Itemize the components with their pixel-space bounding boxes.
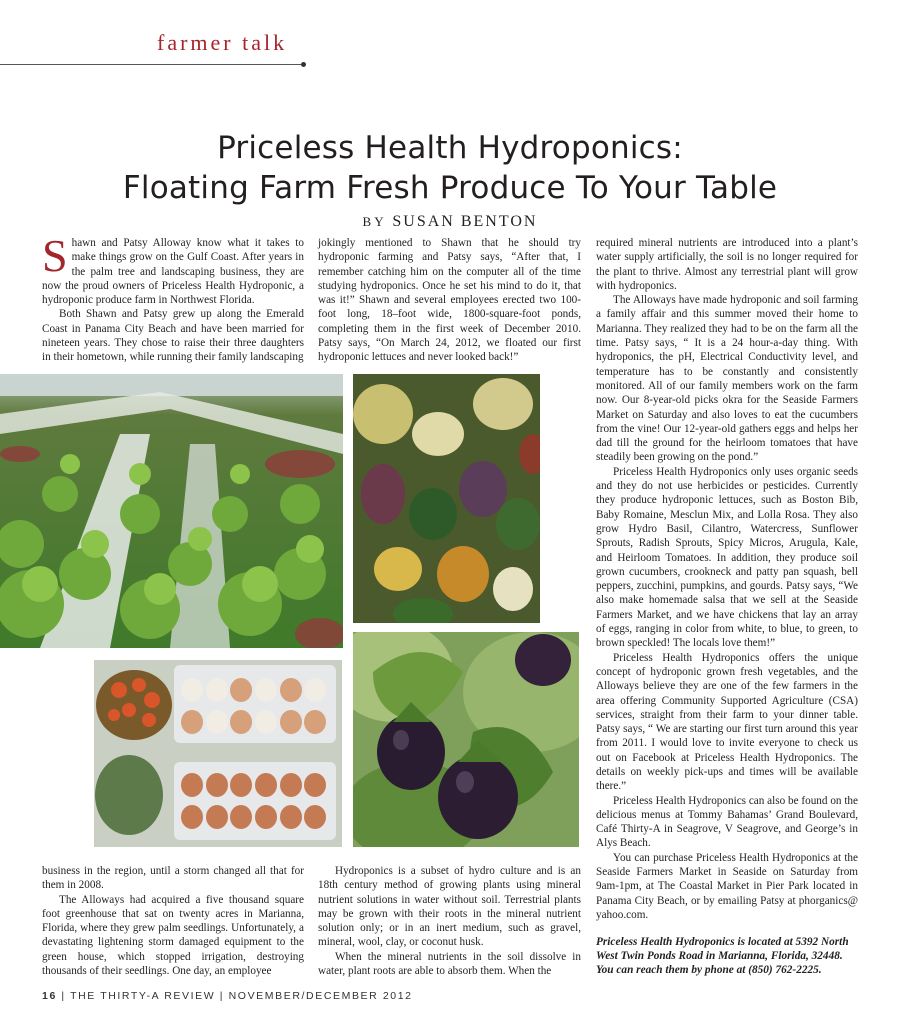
paragraph: The Alloways had acquired a five thousand square foot greenhouse that sat on twenty acres in Marianna, Florida, where they grew palm seedlings. Unfortunately, a devastating lightening storm damaged equipment to the green house, which stopped irrigation, destroying thousands of their seedlings. One day, an employee bbox=[42, 893, 304, 978]
column-2-bottom bbox=[318, 864, 581, 978]
paragraph: Priceless Health Hydroponics offers the unique concept of hydroponic grown fresh vegetables, and the Alloways believe they are one of the few farmers in the area offering Community Supported Agriculture (CSA) services, straight from their farm to your dinner table. Patsy says, “ We are starting our first turn around this year from 2011. I would love to invite everyone to check us out on Facebook at Priceless Health Hydroponics. The details on weekly pick-ups and times will be available there.” bbox=[596, 651, 858, 793]
issue-date: NOVEMBER/DECEMBER 2012 bbox=[228, 990, 413, 1002]
byline bbox=[0, 213, 900, 231]
column-1-bottom bbox=[42, 864, 304, 978]
column-1-top bbox=[42, 230, 304, 365]
paragraph: Priceless Health Hydroponics only uses organic seeds and they do not use herbicides or pesticides. Currently they produce hydroponic lettuces, such as Boston Bib, Baby Romaine, Mesclun Mix, and Lolla Rosa. They also grow Hydro Basil, Cilantro, Watercress, Sunflower Sprouts, Radish Sprouts, Spicy Micros, Arugula, Kale, and Heirloom Tomatoes. In addition, they produce soil grown cucumbers, crookneck and patty pan squash, bell peppers, zucchini, pumpkins, and gourds. Patsy says, “We also make homemade salsa that we sell at the Seaside Farmers Market, and we have chickens that lay an array of eggs, ranging in color from white, to blue, to green, to brown speckled! The locals love them!” bbox=[596, 465, 858, 650]
paragraph: Both Shawn and Patsy grew up along the Emerald Coast in Panama City Beach and have been married for nineteen years. They chose to raise their three daughters in their hometown, while running their family landscaping bbox=[42, 308, 304, 364]
page-number: 16 bbox=[42, 990, 57, 1002]
paragraph: When the mineral nutrients in the soil dissolve in water, plant roots are able to absorb them. When the bbox=[318, 950, 581, 978]
publication-name: THE THIRTY-A REVIEW bbox=[70, 990, 216, 1002]
drop-cap: S bbox=[42, 230, 68, 281]
page-footer bbox=[42, 990, 413, 1002]
paragraph: Priceless Health Hydroponics can also be found on the delicious menus at Tommy Bahamas’ Grand Boulevard, Café Thirty-A in Seagrove, V Seagrove, and George’s in Alys Beach. bbox=[596, 794, 858, 850]
column-3 bbox=[596, 236, 858, 922]
eggs-photo bbox=[94, 660, 342, 847]
gourds-photo bbox=[353, 374, 540, 623]
headline-line-2: Floating Farm Fresh Produce To Your Table bbox=[122, 170, 778, 206]
section-label: farmer talk bbox=[157, 30, 288, 55]
paragraph: The Alloways have made hydroponic and soil farming a family affair and this summer moved their home to Marianna. They realized they had to be on the farm all the time. Patsy says, “ It is a 24 hour-a-day thing. With hydroponics, the pH, Electrical Conductivity level, and temperature has to be constantly and consistently monitored. All of our family members work on the farm now. Our 8-year-old picks okra for the Seaside Farmers Market on Saturday and also loves to eat the cucumbers from the vine! Our 12-year-old gathers eggs and helps her dad till the ground for the heirloom tomatoes that have steadily been growing on the pond.” bbox=[596, 294, 858, 464]
column-2-top bbox=[318, 236, 581, 365]
section-rule bbox=[0, 64, 304, 65]
byline-author: SUSAN BENTON bbox=[392, 213, 538, 230]
headline-line-1: Priceless Health Hydroponics: bbox=[217, 130, 683, 166]
byline-prefix: BY bbox=[362, 214, 387, 229]
article-headline bbox=[0, 128, 900, 208]
paragraph-text: hawn and Patsy Alloway know what it takes to make things grow on the Gulf Coast. After years in the palm tree and landscaping business, they are now the proud owners of Priceless Health Hydroponic, a hydroponic produce farm in Northwest Florida. bbox=[42, 237, 304, 307]
eggplant-photo bbox=[353, 632, 579, 847]
lettuce-pond-photo bbox=[0, 374, 343, 648]
footer-separator: | bbox=[219, 990, 225, 1002]
paragraph: You can purchase Priceless Health Hydroponics at the Seaside Farmers Market in Seaside on Saturday from 9am-1pm, at The Coastal Market in Pier Park located in Panama City Beach, or by emailing Patsy at phorganics@ yahoo.com. bbox=[596, 851, 858, 921]
paragraph: jokingly mentioned to Shawn that he should try hydroponic farming and Patsy says, “After that, I remember catching him on the computer all of the time studying hydroponics. Once he set his mind to do it, that was it!” Shawn and several employees erected two 100-foot long, 18–foot wide, 1800-square-foot ponds, completing them in the first week of December 2010. Patsy says, “On March 24, 2012, we floated our first hydroponic lettuces and never looked back!” bbox=[318, 237, 581, 364]
paragraph: Hydroponics is a subset of hydro culture and is an 18th century method of growing plants using mineral nutrient solutions in water without soil. Terrestrial plants may be grown with their roots in the mineral nutrient solution only; or in an inert medium, such as gravel, mineral, wool, clay, or coconut husk. bbox=[318, 865, 581, 949]
paragraph bbox=[42, 230, 304, 307]
paragraph: required mineral nutrients are introduced into a plant’s water supply artificially, the soil is no longer required for the plant to thrive. Almost any terrestrial plant will grow with hydroponics. bbox=[596, 237, 858, 292]
contact-note: Priceless Health Hydroponics is located at 5392 North West Twin Ponds Road in Marianna, Florida, 32448. You can reach them by phone at (850) 762-2225. bbox=[596, 936, 849, 976]
paragraph: business in the region, until a storm changed all that for them in 2008. bbox=[42, 865, 304, 892]
footer-separator: | bbox=[61, 990, 66, 1002]
